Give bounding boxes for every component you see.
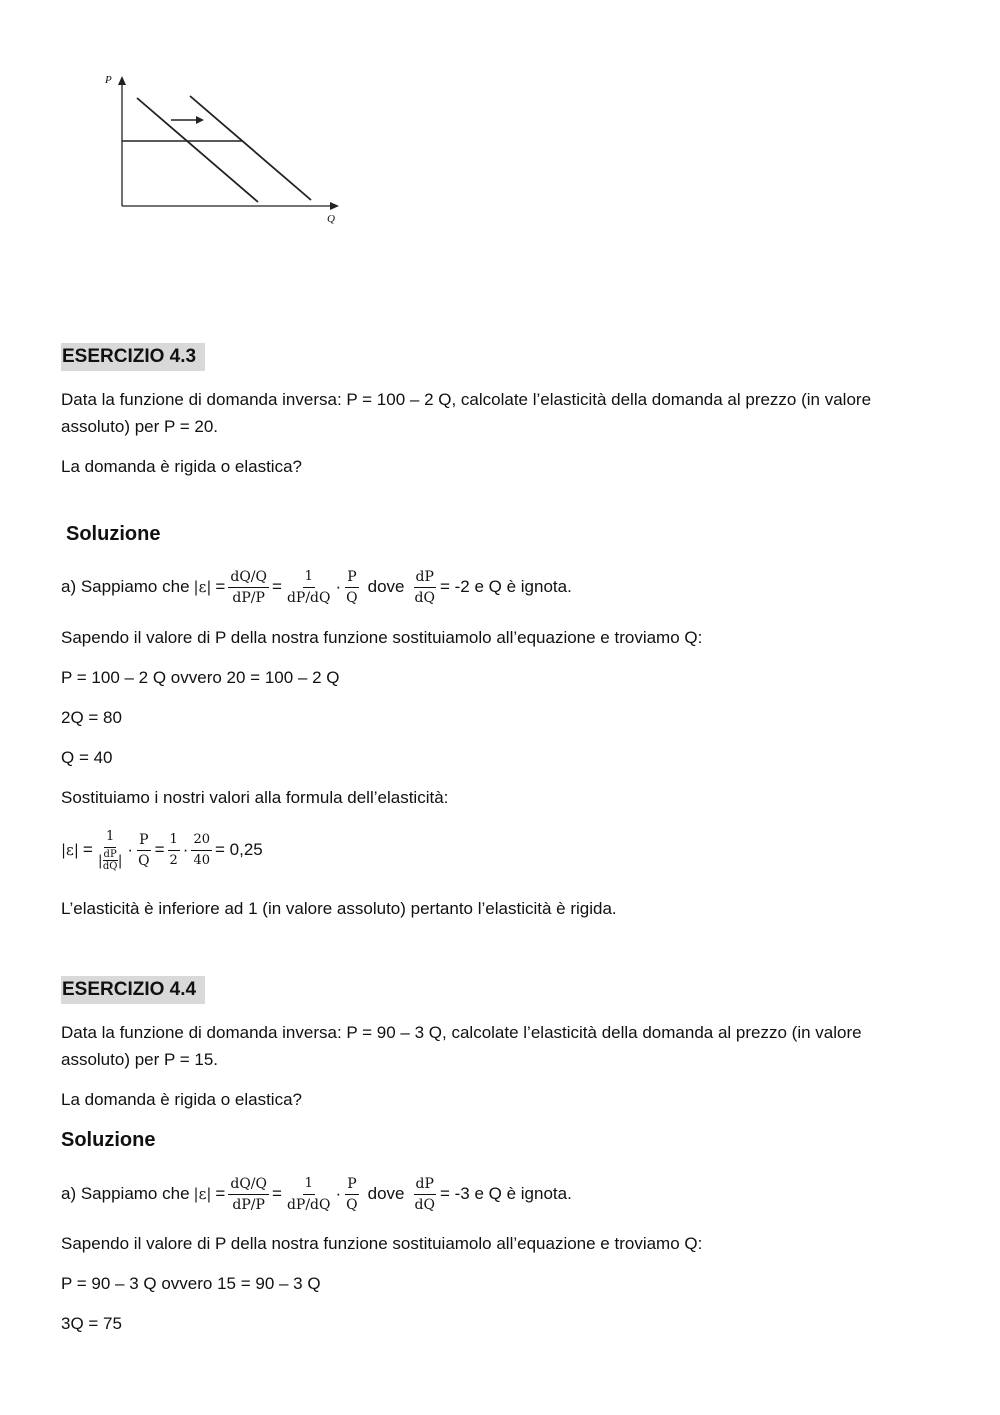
exercise-4-3-step5: Sostituiamo i nostri valori alla formula dell’elasticità:: [61, 788, 449, 807]
x-axis-label: Q: [327, 213, 335, 225]
result-dot: ·: [127, 840, 134, 859]
exercise-4-4-step3: 3Q = 75: [61, 1314, 122, 1333]
exercise-4-4-heading: ESERCIZIO 4.4: [61, 976, 205, 1004]
exercise-4-3-step3: 2Q = 80: [61, 708, 122, 727]
result-equals-2: =: [154, 840, 165, 859]
exercise-4-4-question: La domanda è rigida o elastica?: [61, 1090, 302, 1109]
y-axis-label: P: [105, 74, 112, 86]
exercise-4-3-result-formula: [61, 822, 263, 878]
formula-prefix: a) Sappiamo che: [61, 1184, 190, 1203]
exercise-4-3-text-line2: assoluto) per P = 20.: [61, 417, 219, 436]
formula-fraction-2: $\frac{1}{dP/dQ}$: [286, 568, 331, 606]
formula-dot: ·: [335, 577, 342, 596]
formula-dove: dove: [367, 1184, 405, 1203]
formula-dot: ·: [335, 1184, 342, 1203]
result-fraction-2: $\frac{P}{Q}$: [138, 831, 150, 869]
exercise-4-3-question: La domanda è rigida o elastica?: [61, 457, 302, 476]
formula-suffix: = -2 e Q è ignota.: [439, 577, 572, 596]
result-abs-epsilon: |ε|: [61, 841, 79, 859]
formula-fraction-1: $\frac{dQ/Q}{dP/P}$: [230, 568, 267, 606]
exercise-4-3-step2: P = 100 – 2 Q ovvero 20 = 100 – 2 Q: [61, 668, 340, 687]
formula-dove: dove: [367, 577, 405, 596]
result-equals: =: [82, 840, 93, 859]
formula-abs-epsilon: |ε|: [193, 1185, 212, 1203]
exercise-4-3-solution-title: Soluzione: [66, 523, 161, 545]
exercise-4-4-text-line2: assoluto) per P = 15.: [61, 1050, 219, 1069]
exercise-4-3-step1: Sapendo il valore di P della nostra funzione sostituiamolo all’equazione e troviamo Q:: [61, 628, 703, 647]
formula-equals: =: [215, 577, 226, 596]
result-value: = 0,25: [215, 840, 263, 859]
exercise-4-3-elasticity-formula: [61, 563, 572, 611]
result-dot-2: ·: [182, 840, 189, 859]
exercise-4-3-step4: Q = 40: [61, 748, 113, 767]
demand-curve-shifted: [190, 96, 311, 200]
exercise-4-4-elasticity-formula: [61, 1170, 572, 1218]
diagram-svg: [95, 68, 365, 233]
exercise-4-4-step1: Sapendo il valore di P della nostra funzione sostituiamolo all’equazione e troviamo Q:: [61, 1234, 703, 1253]
result-fraction-1: 1 | $\frac{dP}{dQ}$ |: [97, 829, 123, 872]
formula-fraction-4: $\frac{dP}{dQ}$: [414, 568, 435, 606]
exercise-4-3-conclusion: L’elasticità è inferiore ad 1 (in valore assoluto) pertanto l’elasticità è rigida.: [61, 899, 617, 918]
formula-fraction-1: $\frac{dQ/Q}{dP/P}$: [230, 1175, 267, 1213]
exercise-4-3-heading: ESERCIZIO 4.3: [61, 343, 205, 371]
y-axis-arrowhead: [118, 76, 126, 85]
x-axis-arrowhead: [330, 202, 339, 210]
formula-equals-2: =: [272, 577, 282, 596]
formula-fraction-4: $\frac{dP}{dQ}$: [414, 1175, 435, 1213]
formula-fraction-3: $\frac{P}{Q}$: [346, 568, 358, 606]
exercise-4-4-text-line1: Data la funzione di domanda inversa: P = 90 – 3 Q, calcolate l’elasticità della domanda al prezzo (in valore: [61, 1023, 862, 1042]
result-dp-dq-fraction: $\frac{dP}{dQ}$: [102, 849, 118, 872]
formula-equals: =: [215, 1184, 226, 1203]
formula-fraction-3: $\frac{P}{Q}$: [346, 1175, 358, 1213]
formula-prefix: a) Sappiamo che: [61, 577, 190, 596]
formula-suffix: = -3 e Q è ignota.: [439, 1184, 572, 1203]
demand-shift-diagram: [95, 68, 365, 233]
shift-arrow-head: [196, 116, 204, 124]
exercise-4-3-text-line1: Data la funzione di domanda inversa: P = 100 – 2 Q, calcolate l’elasticità della domanda al prezzo (in valore: [61, 390, 872, 409]
formula-abs-epsilon: |ε|: [193, 578, 212, 596]
result-fraction-4: $\frac{20}{40}$: [193, 831, 210, 868]
exercise-4-4-step2: P = 90 – 3 Q ovvero 15 = 90 – 3 Q: [61, 1274, 321, 1293]
formula-fraction-2: $\frac{1}{dP/dQ}$: [286, 1175, 331, 1213]
exercise-4-4-solution-title: Soluzione: [61, 1129, 156, 1151]
result-fraction-3: $\frac{1}{2}$: [169, 831, 178, 868]
demand-curve-original: [137, 98, 258, 202]
formula-equals-2: =: [272, 1184, 282, 1203]
